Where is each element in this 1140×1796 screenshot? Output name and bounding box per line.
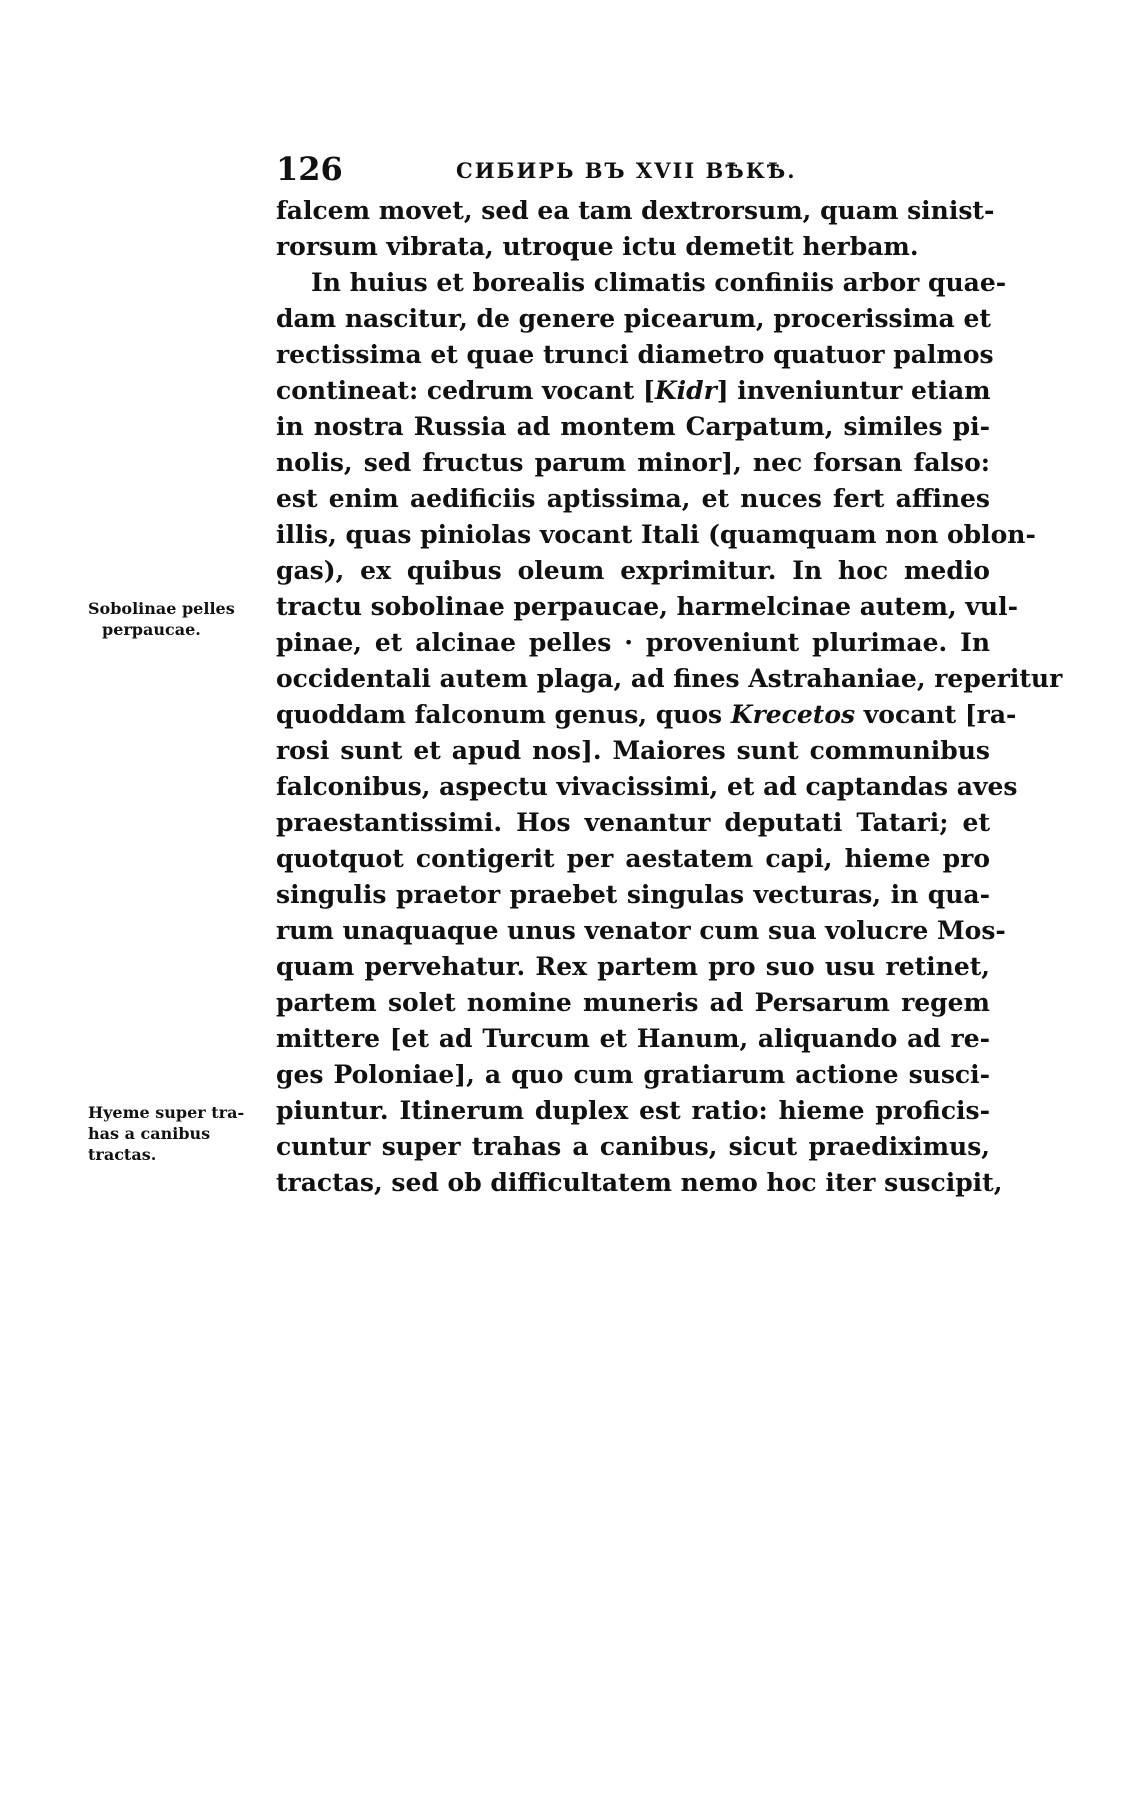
text-line: cuntur super trahas a canibus, sicut praediximus, — [276, 1132, 990, 1161]
text-line: rectissima et quae trunci diametro quatuor palmos — [276, 340, 994, 369]
text-line: partem solet nomine muneris ad Persarum regem — [276, 988, 990, 1017]
line-text: ] inveniuntur etiam — [716, 376, 991, 405]
text-line: tractas, sed ob difficultatem nemo hoc iter suscipit, — [276, 1168, 1003, 1197]
text-line: singulis praetor praebet singulas vecturas, in qua- — [276, 880, 990, 909]
margin-note-hyeme — [88, 1102, 244, 1165]
text-line: rosi sunt et apud nos]. Maiores sunt communibus — [276, 736, 990, 765]
page-header — [276, 150, 996, 194]
text-line: nolis, sed fructus parum minor], nec forsan falso: — [276, 448, 990, 477]
margin-note-line: perpaucae. — [102, 620, 201, 639]
text-line: falcem movet, sed ea tam dextrorsum, quam sinist- — [276, 196, 995, 225]
running-title: СИБИРЬ ВЪ XVII ВѢКѢ. — [456, 158, 797, 183]
margin-note-sobolinae — [88, 598, 235, 640]
page-number: 126 — [276, 150, 343, 188]
text-line: quam pervehatur. Rex partem pro suo usu retinet, — [276, 952, 990, 981]
italic-word: Krecetos — [730, 700, 856, 729]
text-line: rum unaquaque unus venator cum sua volucre Mos- — [276, 916, 1006, 945]
margin-note-line: Sobolinae pelles — [88, 599, 235, 618]
text-line: ges Poloniae], a quo cum gratiarum actione susci- — [276, 1060, 990, 1089]
margin-note-line: Hyeme super tra- — [88, 1103, 245, 1122]
text-line: illis, quas piniolas vocant Itali (quamquam non oblon- — [276, 520, 1036, 549]
line-text: quoddam falconum genus, quos — [276, 700, 731, 729]
text-line: In huius et borealis climatis confiniis arbor quae- — [311, 268, 1007, 297]
text-line: rorsum vibrata, utroque ictu demetit herbam. — [276, 232, 919, 261]
line-text: vocant [ra- — [855, 700, 1017, 729]
text-line: dam nascitur, de genere picearum, procerissima et — [276, 304, 991, 333]
text-line: occidentali autem plaga, ad fines Astrahaniae, reperitur — [276, 664, 1063, 693]
text-line: tractu sobolinae perpaucae, harmelcinae autem, vul- — [276, 592, 1018, 621]
text-line: praestantissimi. Hos venantur deputati Tatari; et — [276, 808, 990, 837]
text-line: est enim aedificiis aptissima, et nuces fert affines — [276, 484, 990, 513]
margin-note-line: has a canibus — [88, 1124, 211, 1143]
text-line: pinae, et alcinae pelles · proveniunt plurimae. In — [276, 628, 990, 657]
italic-word: Kidr — [654, 376, 717, 405]
text-line: gas), ex quibus oleum exprimitur. In hoc medio — [276, 556, 990, 585]
text-line: falconibus, aspectu vivacissimi, et ad captandas aves — [276, 772, 1018, 801]
text-line: quotquot contigerit per aestatem capi, hieme pro — [276, 844, 990, 873]
text-line: mittere [et ad Turcum et Hanum, aliquando ad re- — [276, 1024, 990, 1053]
line-text: contineat: cedrum vocant [ — [276, 376, 655, 405]
text-line: piuntur. Itinerum duplex est ratio: hieme proficis- — [276, 1096, 990, 1125]
text-line: in nostra Russia ad montem Carpatum, similes pi- — [276, 412, 990, 441]
margin-note-line: tractas. — [88, 1145, 157, 1164]
